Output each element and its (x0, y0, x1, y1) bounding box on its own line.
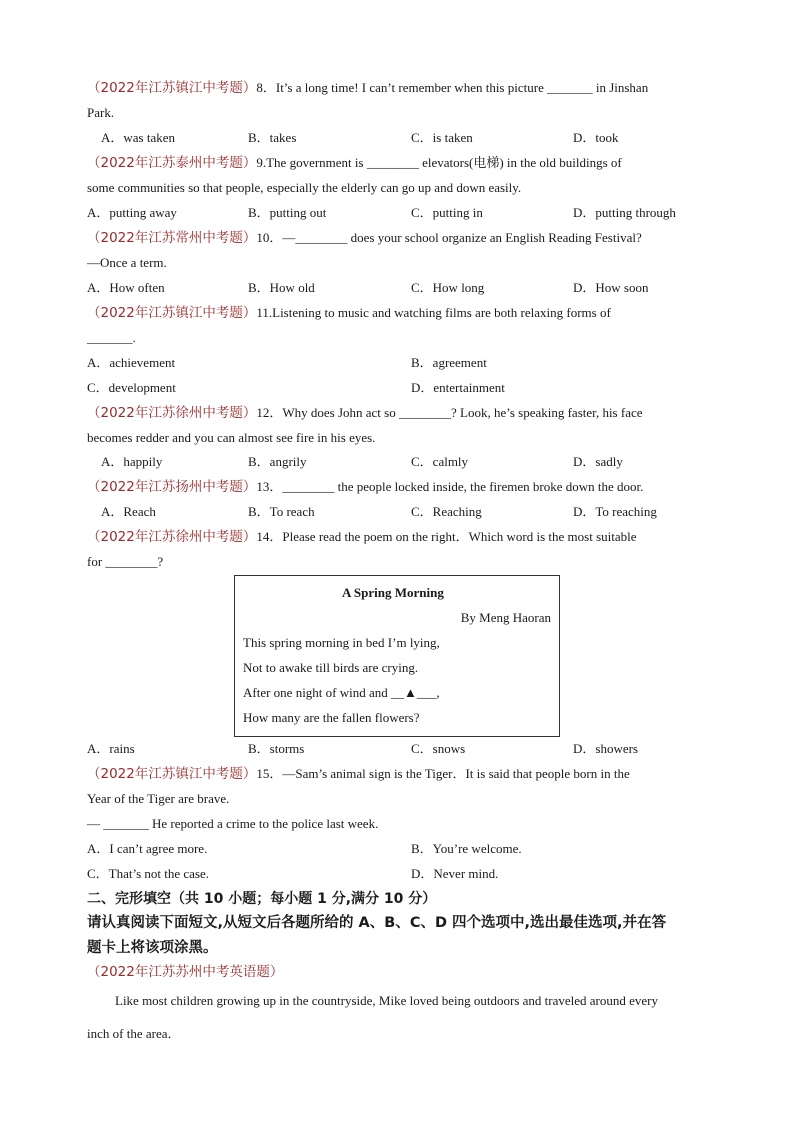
q9-stem: 9.The government is ________ elevators(电梯) in the old buildings of (256, 155, 622, 170)
q12-stem-line1 (87, 404, 643, 422)
q10-stem-line2: —Once a term. (87, 255, 167, 270)
q9-stem-line1 (87, 154, 622, 172)
q10-stem: 10．—________ does your school organize an English Reading Festival? (256, 230, 642, 245)
q10-option-c[interactable]: C．How long (411, 280, 485, 295)
q10-option-b[interactable]: B．How old (248, 280, 315, 295)
q13-stem-line1 (87, 478, 643, 496)
q12-option-a[interactable]: A．happily (101, 454, 163, 469)
q14-stem-line2: for ________? (87, 554, 164, 569)
passage-para-line2: inch of the area． (87, 1026, 181, 1041)
q11-stem-line1 (87, 304, 611, 322)
q8-source: （2022年江苏镇江中考题） (87, 80, 257, 96)
q11-option-c[interactable]: C．development (87, 380, 176, 395)
q12-stem-line2: becomes redder and you can almost see fire in his eyes. (87, 430, 376, 445)
section2-heading: 二、完形填空（共 10 小题；每小题 1 分,满分 10 分） (87, 891, 437, 907)
q9-option-c[interactable]: C．putting in (411, 205, 483, 220)
q8-option-d[interactable]: D．took (573, 130, 619, 145)
poem-author: By Meng Haoran (460, 610, 551, 625)
poem-line-1: This spring morning in bed I’m lying, (243, 635, 440, 650)
q14-option-b[interactable]: B．storms (248, 741, 305, 756)
q10-source: （2022年江苏常州中考题） (87, 230, 257, 246)
q13-option-c[interactable]: C．Reaching (411, 504, 482, 519)
poem-line-4: How many are the fallen flowers? (243, 710, 420, 725)
section2-source: （2022年江苏苏州中考英语题） (87, 964, 284, 980)
q14-source: （2022年江苏徐州中考题） (87, 529, 257, 545)
q13-option-b[interactable]: B．To reach (248, 504, 315, 519)
poem-line-3: After one night of wind and __▲___, (243, 685, 440, 700)
q11-stem-line2: _______. (87, 330, 136, 345)
q15-stem: 15．—Sam’s animal sign is the Tiger．It is said that people born in the (256, 766, 630, 781)
q11-option-a[interactable]: A．achievement (87, 355, 176, 370)
q15-option-d[interactable]: D．Never mind. (411, 866, 499, 881)
q13-option-a[interactable]: A．Reach (101, 504, 156, 519)
passage-para-line1: Like most children growing up in the countryside, Mike loved being outdoors and traveled around every (115, 993, 658, 1008)
poem-box (234, 575, 560, 737)
q12-option-d[interactable]: D．sadly (573, 454, 623, 469)
q14-option-d[interactable]: D．showers (573, 741, 638, 756)
q12-source: （2022年江苏徐州中考题） (87, 405, 257, 421)
q10-option-a[interactable]: A．How often (87, 280, 165, 295)
q11-stem: 11.Listening to music and watching films are both relaxing forms of (256, 305, 611, 320)
q13-stem: 13．________ the people locked inside, the firemen broke down the door. (256, 479, 644, 494)
q15-option-c[interactable]: C．That’s not the case. (87, 866, 210, 881)
q13-source: （2022年江苏扬州中考题） (87, 479, 257, 495)
q15-stem-line2: Year of the Tiger are brave. (87, 791, 230, 806)
q9-option-b[interactable]: B．putting out (248, 205, 327, 220)
q14-option-a[interactable]: A．rains (87, 741, 135, 756)
section2-instruction-line1: 请认真阅读下面短文,从短文后各题所给的 A、B、C、D 四个选项中,选出最佳选项,并在答 (87, 915, 667, 931)
q15-option-b[interactable]: B．You’re welcome. (411, 841, 522, 856)
q9-option-a[interactable]: A．putting away (87, 205, 177, 220)
q15-source: （2022年江苏镇江中考题） (87, 766, 257, 782)
q8-stem-line1 (87, 79, 648, 97)
q15-stem-line3: — _______ He reported a crime to the police last week. (87, 816, 379, 831)
q11-option-b[interactable]: B．agreement (411, 355, 487, 370)
q14-option-c[interactable]: C．snows (411, 741, 466, 756)
poem-line-2: Not to awake till birds are crying. (243, 660, 419, 675)
q15-option-a[interactable]: A．I can’t agree more. (87, 841, 208, 856)
q14-stem-line1 (87, 528, 637, 546)
q9-source: （2022年江苏泰州中考题） (87, 155, 257, 171)
q11-source: （2022年江苏镇江中考题） (87, 305, 257, 321)
q10-stem-line1 (87, 229, 642, 247)
q11-option-d[interactable]: D．entertainment (411, 380, 505, 395)
q8-option-c[interactable]: C．is taken (411, 130, 473, 145)
q15-stem-line1 (87, 765, 630, 783)
q8-option-b[interactable]: B．takes (248, 130, 297, 145)
section2-instruction-line2: 题卡上将该项涂黑。 (87, 940, 218, 956)
q12-option-c[interactable]: C．calmly (411, 454, 469, 469)
q9-stem-line2: some communities so that people, especially the elderly can go up and down easily. (87, 180, 522, 195)
q8-stem: 8．It’s a long time! I can’t remember when this picture _______ in Jinshan (256, 80, 649, 95)
q10-option-d[interactable]: D．How soon (573, 280, 649, 295)
q8-option-a[interactable]: A．was taken (101, 130, 176, 145)
q9-option-d[interactable]: D．putting through (573, 205, 676, 220)
q12-stem: 12．Why does John act so ________? Look, he’s speaking faster, his face (256, 405, 643, 420)
poem-title: A Spring Morning (342, 585, 444, 600)
q8-stem-line2: Park. (87, 105, 115, 120)
q13-option-d[interactable]: D．To reaching (573, 504, 657, 519)
q12-option-b[interactable]: B．angrily (248, 454, 307, 469)
q14-stem: 14．Please read the poem on the right．Which word is the most suitable (256, 529, 637, 544)
